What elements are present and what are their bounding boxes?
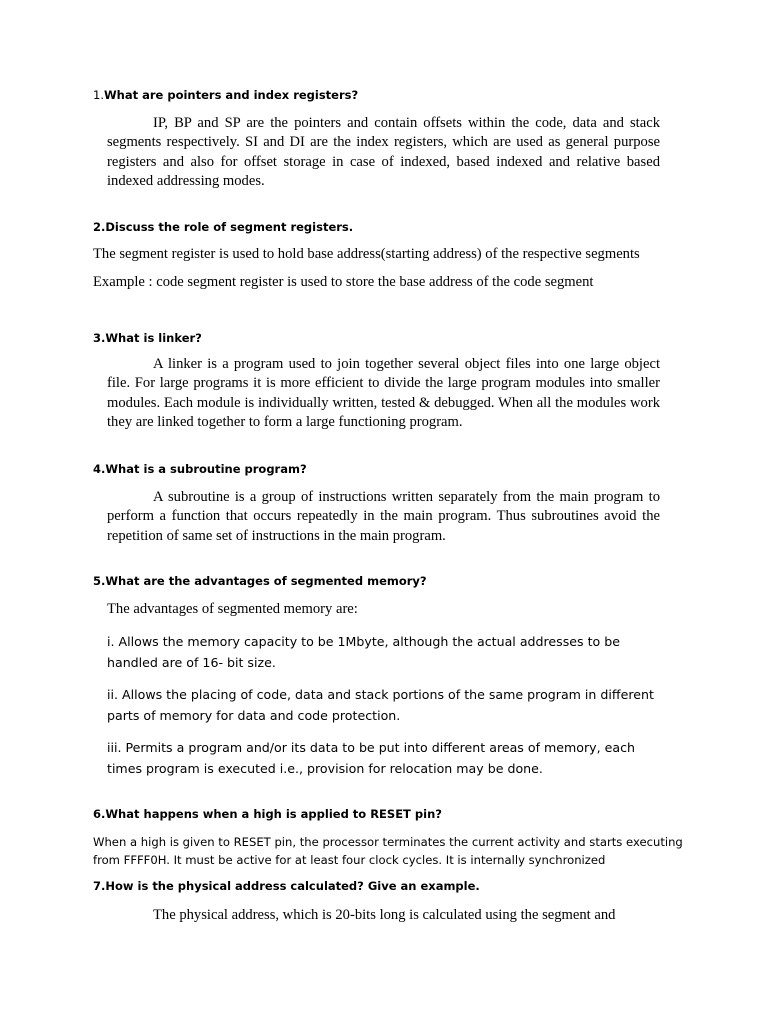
question-7-heading: 7.How is the physical address calculated? Give an example. [93,879,480,893]
question-4-heading: 4.What is a subroutine program? [93,462,307,476]
answer-7: The physical address, which is 20-bits long is calculated using the segment and [153,907,616,923]
advantage-item-2: ii. Allows the placing of code, data and stack portions of the same program in different parts of memory for data and code protection. [107,687,654,723]
question-3-heading: 3.What is linker? [93,331,202,345]
answer-5-intro: The advantages of segmented memory are: [107,601,358,617]
advantage-item-3: iii. Permits a program and/or its data to be put into different areas of memory, each times program is executed i.e., provision for relocation may be done. [107,740,636,776]
question-6-heading: 6.What happens when a high is applied to RESET pin? [93,807,442,821]
answer-3: A linker is a program used to join together several object files into one large object file. For large programs it is more efficient to divide the large program modules into smaller modules. Each module is individually written, tested & debugged. When all the modules work they are linked together to form a large functioning program. [107,356,660,430]
answer-2-line-1: The segment register is used to hold base address(starting address) of the respective segments [93,246,640,262]
question-2-heading: 2.Discuss the role of segment registers. [93,220,354,234]
answer-6: When a high is given to RESET pin, the processor terminates the current activity and starts executing from FFFF0H. It must be active for at least four clock cycles. It is internally synchronized [93,835,683,867]
question-1-number: 1. [93,88,104,102]
answer-4: A subroutine is a group of instructions written separately from the main program to perform a function that occurs repeatedly in the main program. Thus subroutines avoid the repetition of same set of instructions in the main program. [107,489,660,544]
advantage-item-1: i. Allows the memory capacity to be 1Mbyte, although the actual addresses to be handled are of 16- bit size. [107,634,620,670]
question-1-heading [93,88,358,102]
question-5-heading: 5.What are the advantages of segmented memory? [93,574,427,588]
answer-2-line-2: Example : code segment register is used to store the base address of the code segment [93,274,594,290]
question-1-text: What are pointers and index registers? [103,88,359,102]
answer-1: IP, BP and SP are the pointers and contain offsets within the code, data and stack segments respectively. SI and DI are the index registers, which are used as general purpose registers and also for offset storage in case of indexed, based indexed and relative based indexed addressing modes. [107,115,660,189]
